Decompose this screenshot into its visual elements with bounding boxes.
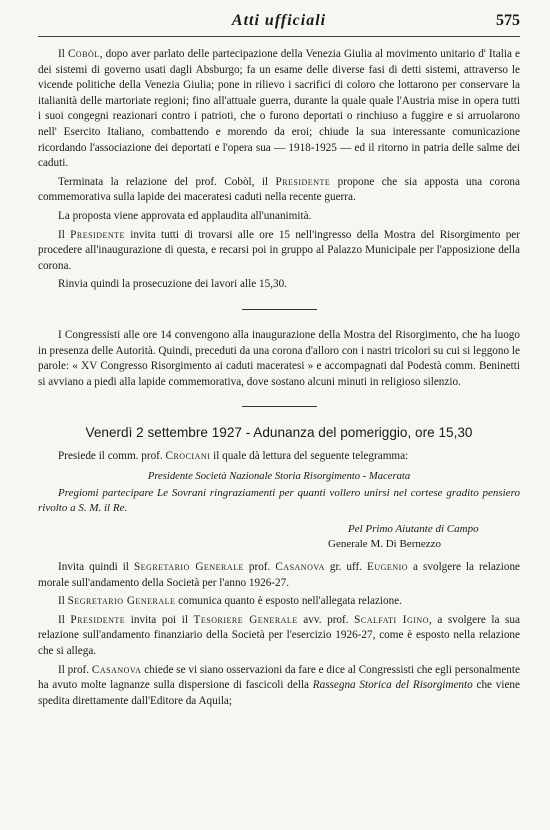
page-header (38, 10, 520, 37)
running-head: Atti ufficiali (231, 12, 327, 29)
paragraph-inauguration: I Congressisti alle ore 14 convengono alla inaugurazione della Mostra del Risorgimento, che ha luogo in presenza delle Autorità. Quindi, preceduti da una corona d'alloro con i nastri tricolori su cui si leggono le parole: « XV Congresso Risorgimento ai caduti maceratesi » e accompagnati dal Podestà comm. Beninetti si avviano a piedi alla lapide commemorativa, dove sostano alcuni minuti in religioso silenzio. (38, 328, 520, 388)
paragraph-approval: La proposta viene approvata ed applaudita all'unanimità. (58, 209, 312, 222)
paragraph-secretary-report: Il Segretario Generale comunica quanto è esposto nell'allegata relazione. (58, 595, 402, 608)
signature-line-1: Pel Primo Aiutante di Campo (348, 523, 479, 536)
page-number: 575 (496, 12, 520, 29)
paragraph-adjourn: Rinvia quindi la prosecuzione dei lavori alle 15,30. (58, 278, 287, 291)
paragraph-treasurer: Il Presidente invita poi il Tesoriere Generale avv. prof. Scalfati Igino, a svolgere la sua relazione sull'andamento finanziario della Società per l'esercizio 1926-27, come è esposto nella relazione che si allega. (38, 613, 520, 658)
section-divider (242, 309, 317, 310)
telegram-signature (38, 522, 520, 552)
paragraph-casanova-remarks: Il prof. Casanova chiede se vi siano osservazioni da fare e dice al Congressisti che egli personalmente ha avuto molte lagnanze sulla dispersione di fascicoli della Rassegna Storica del Risorgimento che viene spedita direttamente dall'Editore da Aquila; (38, 663, 520, 707)
signature-line-2: Generale M. Di Bernezzo (328, 538, 442, 551)
session-title: Venerdì 2 settembre 1927 - Adunanza del pomeriggio, ore 15,30 (85, 425, 473, 441)
section-divider (242, 406, 317, 407)
telegram-body: Pregiomi partecipare Le Sovrani ringraziamenti per quanti vollero unirsi nel cortese gradito pensiero rivolto a S. M. il Re. (38, 486, 520, 515)
paragraph-presides: Presiede il comm. prof. Crociani il quale dà lettura del seguente telegramma: (58, 450, 409, 463)
paragraph-wreath-proposal: Terminata la relazione del prof. Cobòl, il Presidente propone che sia apposta una corona commemorativa sulla lapide dei maceratesi caduti nella recente guerra. (38, 175, 520, 204)
telegram-addressee: Presidente Società Nazionale Storia Risorgimento - Macerata (147, 470, 411, 482)
paragraph-cobol-report: Il Cobòl, dopo aver parlato delle partecipazione della Venezia Giulia al movimento unitario d' Italia e dei sistemi di governo usati dagli Absburgo; fa un esame delle diverse fasi di detti sistemi, attraverso le vicende politiche della Venezia Giulia; pone in rilievo i sacrifici di coloro che lottarono per conservare la italianità delle martoriate regioni; fino all'attuale guerra, durante la quale quale l'Austria mise in opera tutti i suoi congegni reazionari contro i patrioti, che o furono deportati o rinchiuso a fuggire e si arruolarono nell' Esercito Italiano, combattendo e morendo da eroi; chiude la sua interessante comunicazione ricordando l'associazione dei deportati e l'opera sua — 1918-1925 — ed il ritorno in patria delle salme dei caduti. (38, 48, 520, 170)
paragraph-secretary-invite: Invita quindi il Segretario Generale prof. Casanova gr. uff. Eugenio a svolgere la relazione morale sull'andamento della Società per l'anno 1926-27. (38, 561, 521, 589)
paragraph-invitation: Il Presidente invita tutti di trovarsi alle ore 15 nell'ingresso della Mostra del Risorgimento per procedere all'inaugurazione di questa, e recarsi poi in gruppo al Palazzo Municipale per l'apposizione della corona. (38, 228, 520, 272)
